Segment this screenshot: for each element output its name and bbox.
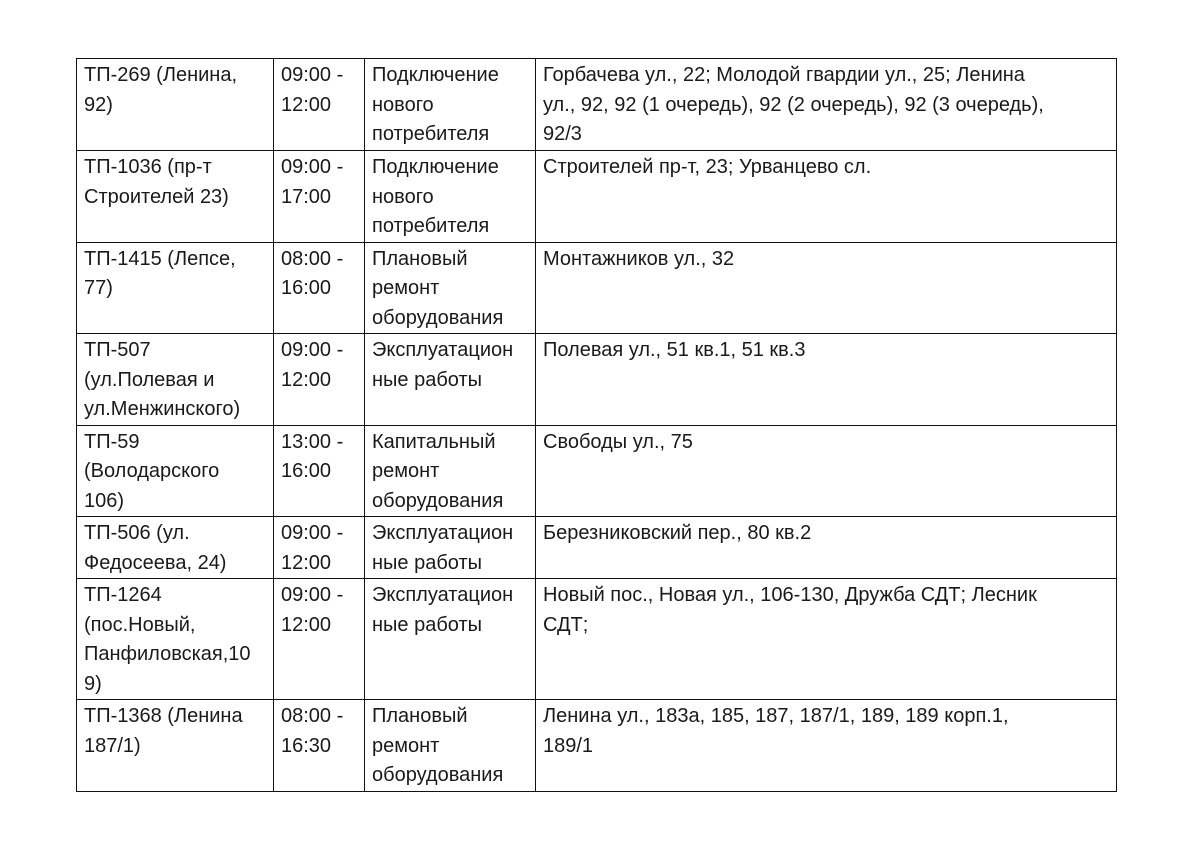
address-cell xyxy=(536,517,1117,579)
substation-text: ТП-1415 (Лепсе, 77) xyxy=(84,247,236,299)
time-cell xyxy=(274,334,365,426)
substation-cell xyxy=(77,425,274,517)
work-type-cell xyxy=(365,579,536,700)
time-text: 08:00 - 16:30 xyxy=(281,705,344,757)
work-type-text: Подключение нового потребителя xyxy=(372,64,499,145)
address-text: Горбачева ул., 22; Молодой гвардии ул., 25; Ленина ул., 92, 92 (1 очередь), 92 (2 очередь), 92 (3 очередь), 92/3 xyxy=(543,64,1044,145)
address-text: Полевая ул., 51 кв.1, 51 кв.3 xyxy=(543,339,806,361)
address-cell xyxy=(536,334,1117,426)
work-type-cell xyxy=(365,334,536,426)
address-cell xyxy=(536,700,1117,792)
work-type-text: Подключение нового потребителя xyxy=(372,156,499,237)
address-cell xyxy=(536,59,1117,151)
work-type-cell xyxy=(365,425,536,517)
table-row xyxy=(77,517,1117,579)
address-text: Свободы ул., 75 xyxy=(543,430,693,453)
substation-cell xyxy=(77,151,274,243)
time-text: 09:00 - 17:00 xyxy=(281,156,344,208)
work-type-text: Эксплуатацион ные работы xyxy=(372,339,514,391)
table-row xyxy=(77,151,1117,243)
substation-cell xyxy=(77,59,274,151)
work-type-cell xyxy=(365,59,536,151)
time-text: 09:00 - 12:00 xyxy=(281,64,344,116)
address-text: Ленина ул., 183а, 185, 187, 187/1, 189, 189 корп.1, 189/1 xyxy=(543,705,1009,757)
substation-cell xyxy=(77,334,274,426)
time-text: 09:00 - 12:00 xyxy=(281,584,344,636)
substation-cell xyxy=(77,579,274,700)
work-type-cell xyxy=(365,242,536,334)
address-cell xyxy=(536,579,1117,700)
time-cell xyxy=(274,517,365,579)
table-row xyxy=(77,59,1117,151)
time-text: 09:00 - 12:00 xyxy=(281,522,344,574)
time-cell xyxy=(274,700,365,792)
substation-cell xyxy=(77,242,274,334)
address-text: Новый пос., Новая ул., 106-130, Дружба СДТ; Лесник СДТ; xyxy=(543,584,1037,636)
time-cell xyxy=(274,242,365,334)
work-type-cell xyxy=(365,517,536,579)
substation-cell xyxy=(77,700,274,792)
table-row xyxy=(77,242,1117,334)
address-cell xyxy=(536,425,1117,517)
substation-text: ТП-506 (ул. Федосеева, 24) xyxy=(84,522,227,574)
address-text: Монтажников ул., 32 xyxy=(543,247,735,270)
table-row xyxy=(77,700,1117,792)
substation-text: ТП-1368 (Ленина 187/1) xyxy=(84,705,243,757)
time-cell xyxy=(274,425,365,517)
work-type-text: Плановый ремонт оборудования xyxy=(372,247,504,329)
time-text: 08:00 - 16:00 xyxy=(281,247,344,299)
address-text: Строителей пр-т, 23; Урванцево сл. xyxy=(543,156,872,178)
work-type-cell xyxy=(365,700,536,792)
work-type-text: Эксплуатацион ные работы xyxy=(372,522,514,574)
work-type-text: Плановый ремонт оборудования xyxy=(372,705,504,786)
substation-text: ТП-59 (Володарского 106) xyxy=(84,430,220,512)
time-text: 09:00 - 12:00 xyxy=(281,339,344,391)
table-row xyxy=(77,579,1117,700)
time-cell xyxy=(274,151,365,243)
work-type-text: Капитальный ремонт оборудования xyxy=(372,430,504,512)
address-cell xyxy=(536,151,1117,243)
substation-cell xyxy=(77,517,274,579)
substation-text: ТП-269 (Ленина, 92) xyxy=(84,64,238,116)
outage-schedule-table xyxy=(76,58,1117,792)
time-cell xyxy=(274,579,365,700)
table-row xyxy=(77,425,1117,517)
address-text: Березниковский пер., 80 кв.2 xyxy=(543,522,812,544)
time-cell xyxy=(274,59,365,151)
substation-text: ТП-507 (ул.Полевая и ул.Менжинского) xyxy=(84,339,241,420)
substation-text: ТП-1264 (пос.Новый, Панфиловская,10 9) xyxy=(84,584,251,695)
table-row xyxy=(77,334,1117,426)
work-type-cell xyxy=(365,151,536,243)
substation-text: ТП-1036 (пр-т Строителей 23) xyxy=(84,156,229,208)
address-cell xyxy=(536,242,1117,334)
time-text: 13:00 - 16:00 xyxy=(281,430,344,482)
work-type-text: Эксплуатацион ные работы xyxy=(372,584,514,636)
